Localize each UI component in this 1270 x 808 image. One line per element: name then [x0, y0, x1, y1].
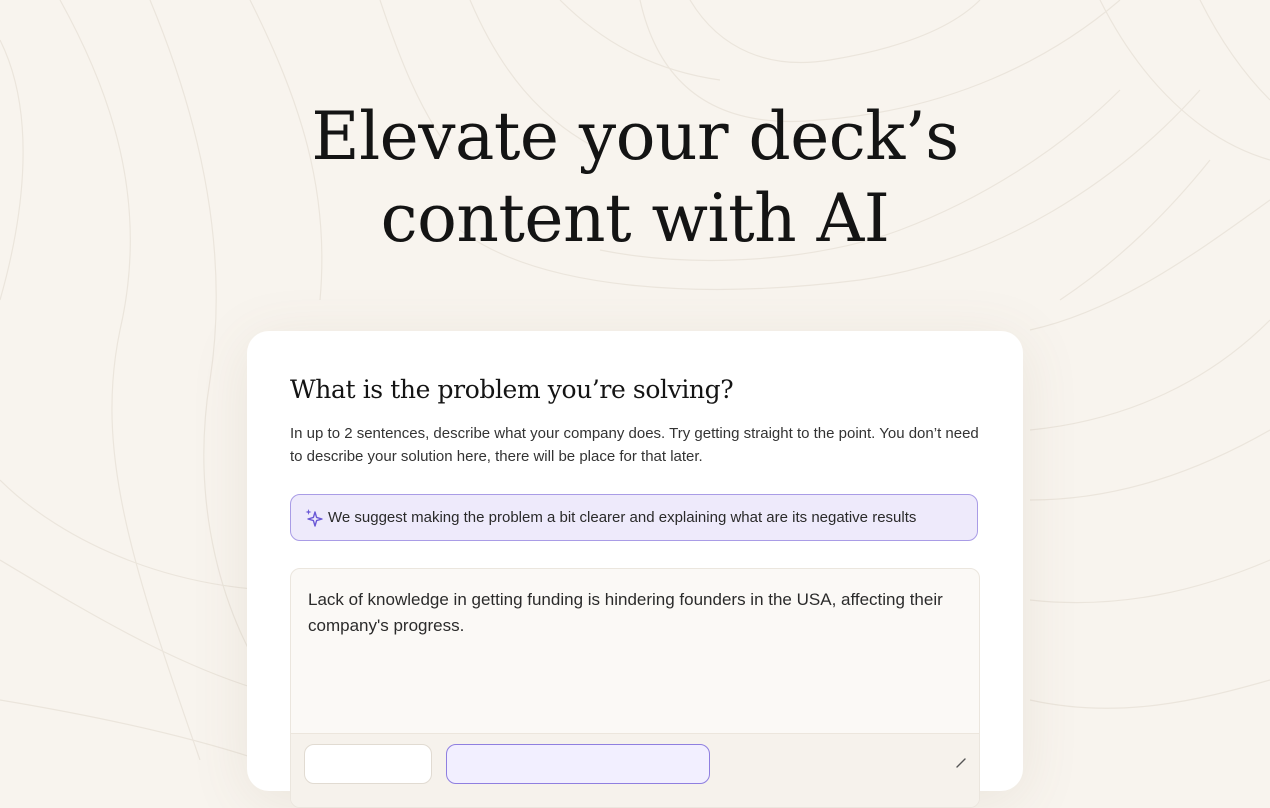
problem-editor[interactable]	[290, 568, 980, 808]
hero-title	[0, 96, 1270, 260]
editor-toolbar	[291, 733, 979, 808]
toolbar-button-ai[interactable]	[446, 744, 710, 784]
toolbar-button-secondary[interactable]	[304, 744, 432, 784]
question-card	[247, 331, 1023, 791]
sparkle-icon	[304, 508, 324, 528]
suggestion-text: We suggest making the problem a bit clearer and explaining what are its negative results	[328, 509, 917, 526]
ai-suggestion-banner	[290, 494, 978, 541]
question-description: In up to 2 sentences, describe what your company does. Try getting straight to the point. You don’t need to describe your solution here, there will be place for that later.	[290, 425, 979, 465]
hero-title-line-2: content with AI	[380, 180, 890, 257]
toolbar-icon[interactable]	[955, 756, 967, 768]
question-title: What is the problem you’re solving?	[290, 375, 734, 404]
hero-title-line-1: Elevate your deck’s	[311, 98, 959, 175]
problem-text[interactable]: Lack of knowledge in getting funding is hindering founders in the USA, affecting their company's progress.	[308, 590, 943, 635]
